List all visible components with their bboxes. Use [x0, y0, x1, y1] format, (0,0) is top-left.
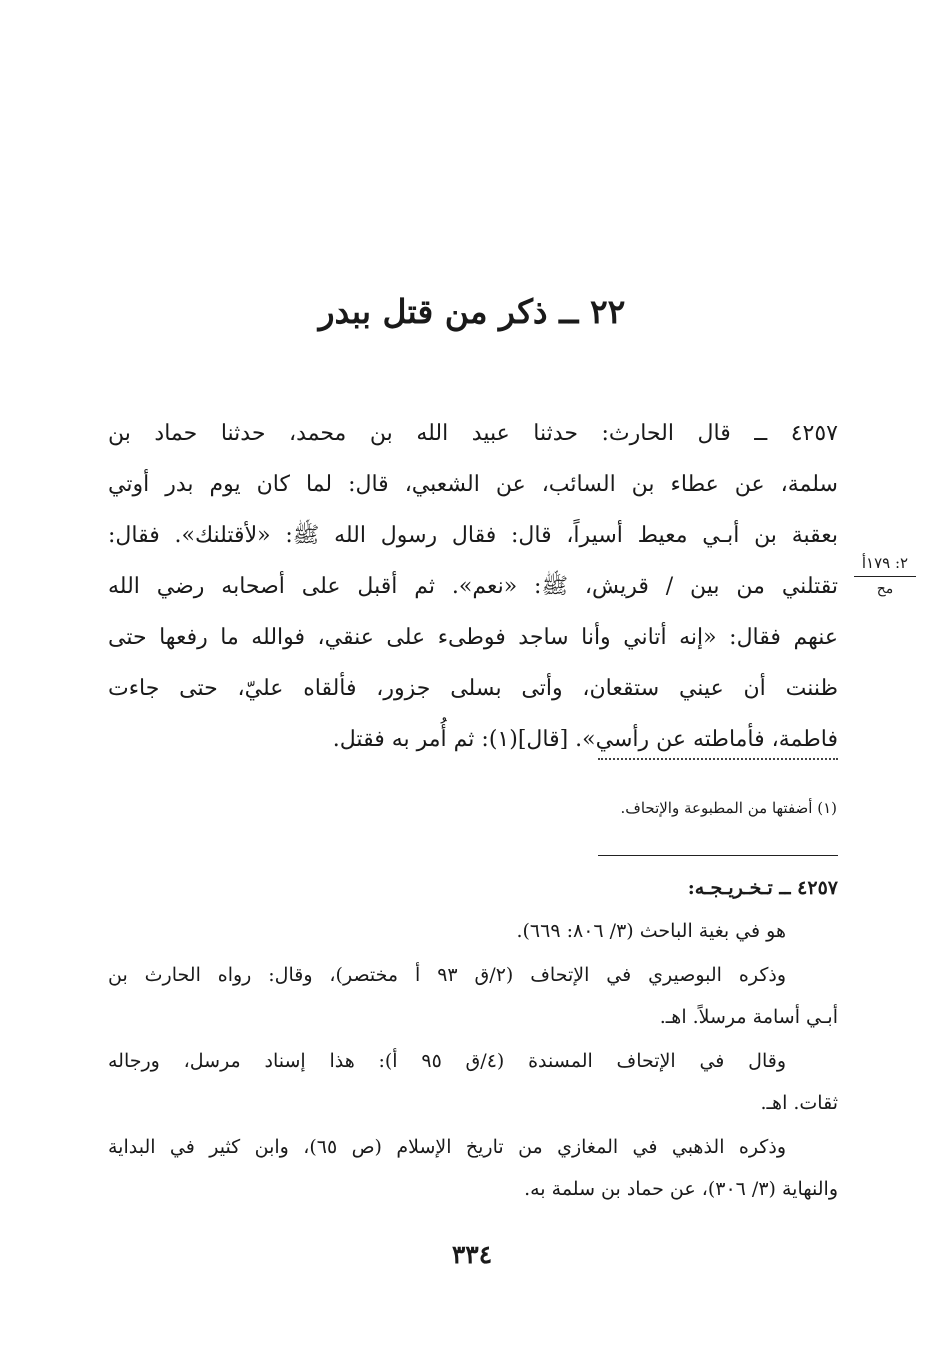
- takhrij-paragraph: [108, 910, 838, 952]
- section-divider: [598, 855, 838, 856]
- takhrij-line: وقال في الإتحاف المسندة (٤/ق ٩٥ أ): هذا إسناد مرسل، ورجاله: [108, 1050, 786, 1072]
- hadith-line: ٤٢٥٧ ــ قال الحارث: حدثنا عبيد الله بن محمد، حدثنا حماد بن: [108, 421, 838, 446]
- takhrij-line: وذكره الذهبي في المغازي من تاريخ الإسلام (ص ٦٥)، وابن كثير في البداية: [108, 1136, 786, 1158]
- chapter-title: ٢٢ ــ ذكر من قتل ببدر: [318, 292, 626, 331]
- page-number: ٣٣٤: [451, 1240, 493, 1269]
- hadith-line: تقتلني من بين / قريش، ﷺ: «نعم». ثم أقبل على أصحابه رضي الله: [108, 574, 838, 599]
- footnote-separator: [598, 758, 838, 760]
- takhrij-line: أبـي أسامة مرسلاً. اهـ.: [659, 1006, 838, 1028]
- takhrij-line: وذكره البوصيري في الإتحاف (٢/ق ٩٣ أ مختصر)، وقال: رواه الحارث بن: [108, 964, 786, 986]
- margin-divider: [854, 576, 916, 577]
- takhrij-line: هو في بغية الباحث (٣/ ٨٠٦: ٦٦٩).: [516, 920, 786, 942]
- hadith-line: عنهم فقال: «إنه أتاني وأنا ساجد فوطىء على عنقي، فوالله ما رفعها حتى: [108, 625, 838, 650]
- takhrij-paragraph: [108, 1126, 838, 1210]
- takhrij-line: والنهاية (٣/ ٣٠٦)، عن حماد بن سلمة به.: [524, 1178, 838, 1200]
- manuscript-margin-note: [850, 552, 920, 600]
- footnote: (١) أضفتها من المطبوعة والإتحاف.: [620, 799, 837, 817]
- hadith-line: بعقبة بن أبـي معيط أسيراً، قال: فقال رسول الله ﷺ: «لأقتلنك». فقال:: [108, 523, 838, 548]
- hadith-line: فاطمة، فأماطته عن رأسي». [قال](١): ثم أُمر به فقتل.: [332, 727, 838, 752]
- hadith-line: ظننت أن عيني ستقعان، وأتى بسلى جزور، فألقاه عليّ، حتى جاءت: [108, 676, 838, 701]
- takhrij-paragraph: [108, 1040, 838, 1124]
- manuscript-code: مح: [876, 581, 894, 597]
- takhrij-heading: ٤٢٥٧ ــ تـخـريـجـه:: [687, 877, 838, 899]
- takhrij-section: [108, 870, 838, 1210]
- takhrij-line: ثقات. اهـ.: [760, 1092, 838, 1114]
- manuscript-folio-ref: ٢: ١٧٩أ: [861, 554, 909, 572]
- takhrij-paragraph: [108, 954, 838, 1038]
- hadith-text: [108, 408, 838, 765]
- hadith-line: سلمة، عن عطاء بن السائب، عن الشعبي، قال: لما كان يوم بدر أوتي: [108, 472, 838, 497]
